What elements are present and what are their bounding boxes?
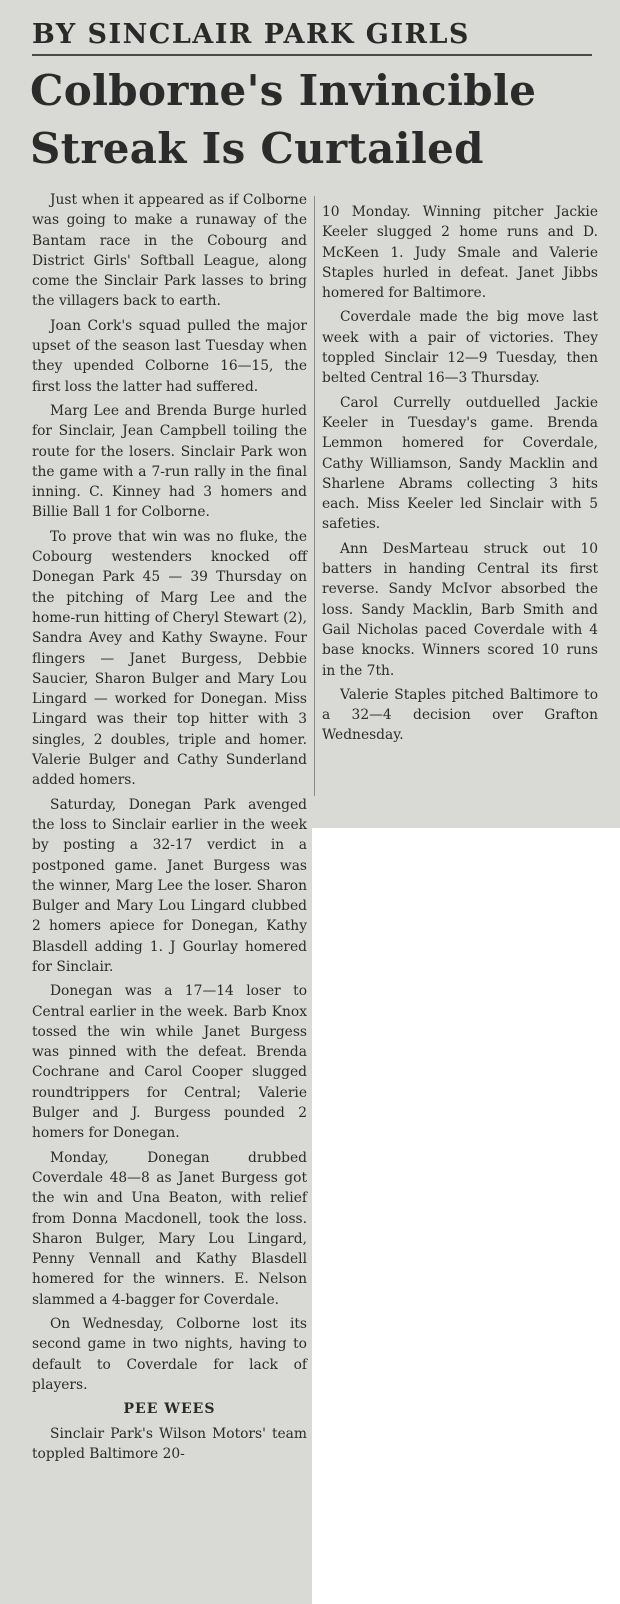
paragraph: Donegan was a 17—14 loser to Central earlier in the week. Barb Knox tossed the win while Janet Burgess was pinned with the defeat. Brenda Cochrane and Carol Cooper slugged roundtrippers for Central; Valerie Bulger and J. Burgess pounded 2 homers for Donegan.: [32, 983, 307, 1142]
column-rule: [314, 196, 315, 796]
paragraph: Joan Cork's squad pulled the major upset of the season last Tuesday when they upended Colborne 16—15, the first loss the latter had suffered.: [32, 317, 307, 395]
paragraph: To prove that win was no fluke, the Cobourg westenders knocked off Donegan Park 45 — 39 Thursday on the pitching of Marg Lee and the home-run hitting of Cheryl Stewart (2), Sandra Avey and Kathy Swayne. Four flingers — Janet Burgess, Debbie Saucier, Sharon Bulger and Mary Lou Lingard — worked for Donegan. Miss Lingard was their top hitter with 3 singles, 2 doubles, triple and homer. Valerie Bulger and Cathy Sunderland added homers.: [32, 528, 308, 789]
paragraph: Just when it appeared as if Colborne was going to make a runaway of the Bantam race in the Cobourg and District Girls' Softball League, along come the Sinclair Park lasses to bring the villagers back to earth.: [32, 192, 307, 310]
paragraph: On Wednesday, Colborne lost its second game in two nights, having to default to Coverdale for lack of players.: [32, 1316, 307, 1393]
paragraph: 10 Monday. Winning pitcher Jackie Keeler slugged 2 home runs and D. McKeen 1. Judy Smale and Valerie Staples hurled in defeat. Janet Jibbs homered for Baltimore.: [322, 204, 598, 302]
subhead: PEE WEES: [123, 1401, 216, 1418]
paragraph: Valerie Staples pitched Baltimore to a 32—4 decision over Grafton Wednesday.: [322, 686, 598, 744]
kicker: BY SINCLAIR PARK GIRLS: [32, 16, 592, 56]
paragraph: Ann DesMarteau struck out 10 batters in handing Central its first reverse. Sandy McIvor absorbed the loss. Sandy Macklin, Barb Smith and Gail Nicholas paced Coverdale with 4 base knocks. Winners scored 10 runs in the 7th.: [322, 540, 598, 679]
headline: Colborne's Invincible Streak Is Curtailed: [30, 66, 537, 173]
paragraph: Carol Currelly outduelled Jackie Keeler in Tuesday's game. Brenda Lemmon homered for Coverdale, Cathy Williamson, Sandy Macklin and Sharlene Abrams collecting 3 hits each. Miss Keeler led Sinclair with 5 safeties.: [322, 394, 598, 533]
column-2: [322, 202, 598, 750]
paragraph: Coverdale made the big move last week with a pair of victories. They toppled Sinclair 12—9 Tuesday, then belted Central 16—3 Thursday.: [322, 309, 598, 387]
paragraph: Saturday, Donegan Park avenged the loss to Sinclair earlier in the week by posting a 32-17 verdict in a postponed game. Janet Burgess was the winner, Marg Lee the loser. Sharon Bulger and Mary Lou Lingard clubbed 2 homers apiece for Donegan, Kathy Blasdell adding 1. J Gourlay homered for Sinclair.: [32, 796, 307, 975]
paragraph: Sinclair Park's Wilson Motors' team toppled Baltimore 20-: [32, 1425, 307, 1462]
column-1: [32, 190, 307, 1468]
paragraph: Monday, Donegan drubbed Coverdale 48—8 as Janet Burgess got the win and Una Beaton, with relief from Donna Macdonell, took the loss. Sharon Bulger, Mary Lou Lingard, Penny Vennall and Kathy Blasdell homered for the winners. E. Nelson slammed a 4-bagger for Coverdale.: [32, 1149, 307, 1308]
paragraph: Marg Lee and Brenda Burge hurled for Sinclair, Jean Campbell toiling the route for the losers. Sinclair Park won the game with a 7-run rally in the final inning. C. Kinney had 3 homers and Billie Ball 1 for Colborne.: [32, 402, 307, 521]
